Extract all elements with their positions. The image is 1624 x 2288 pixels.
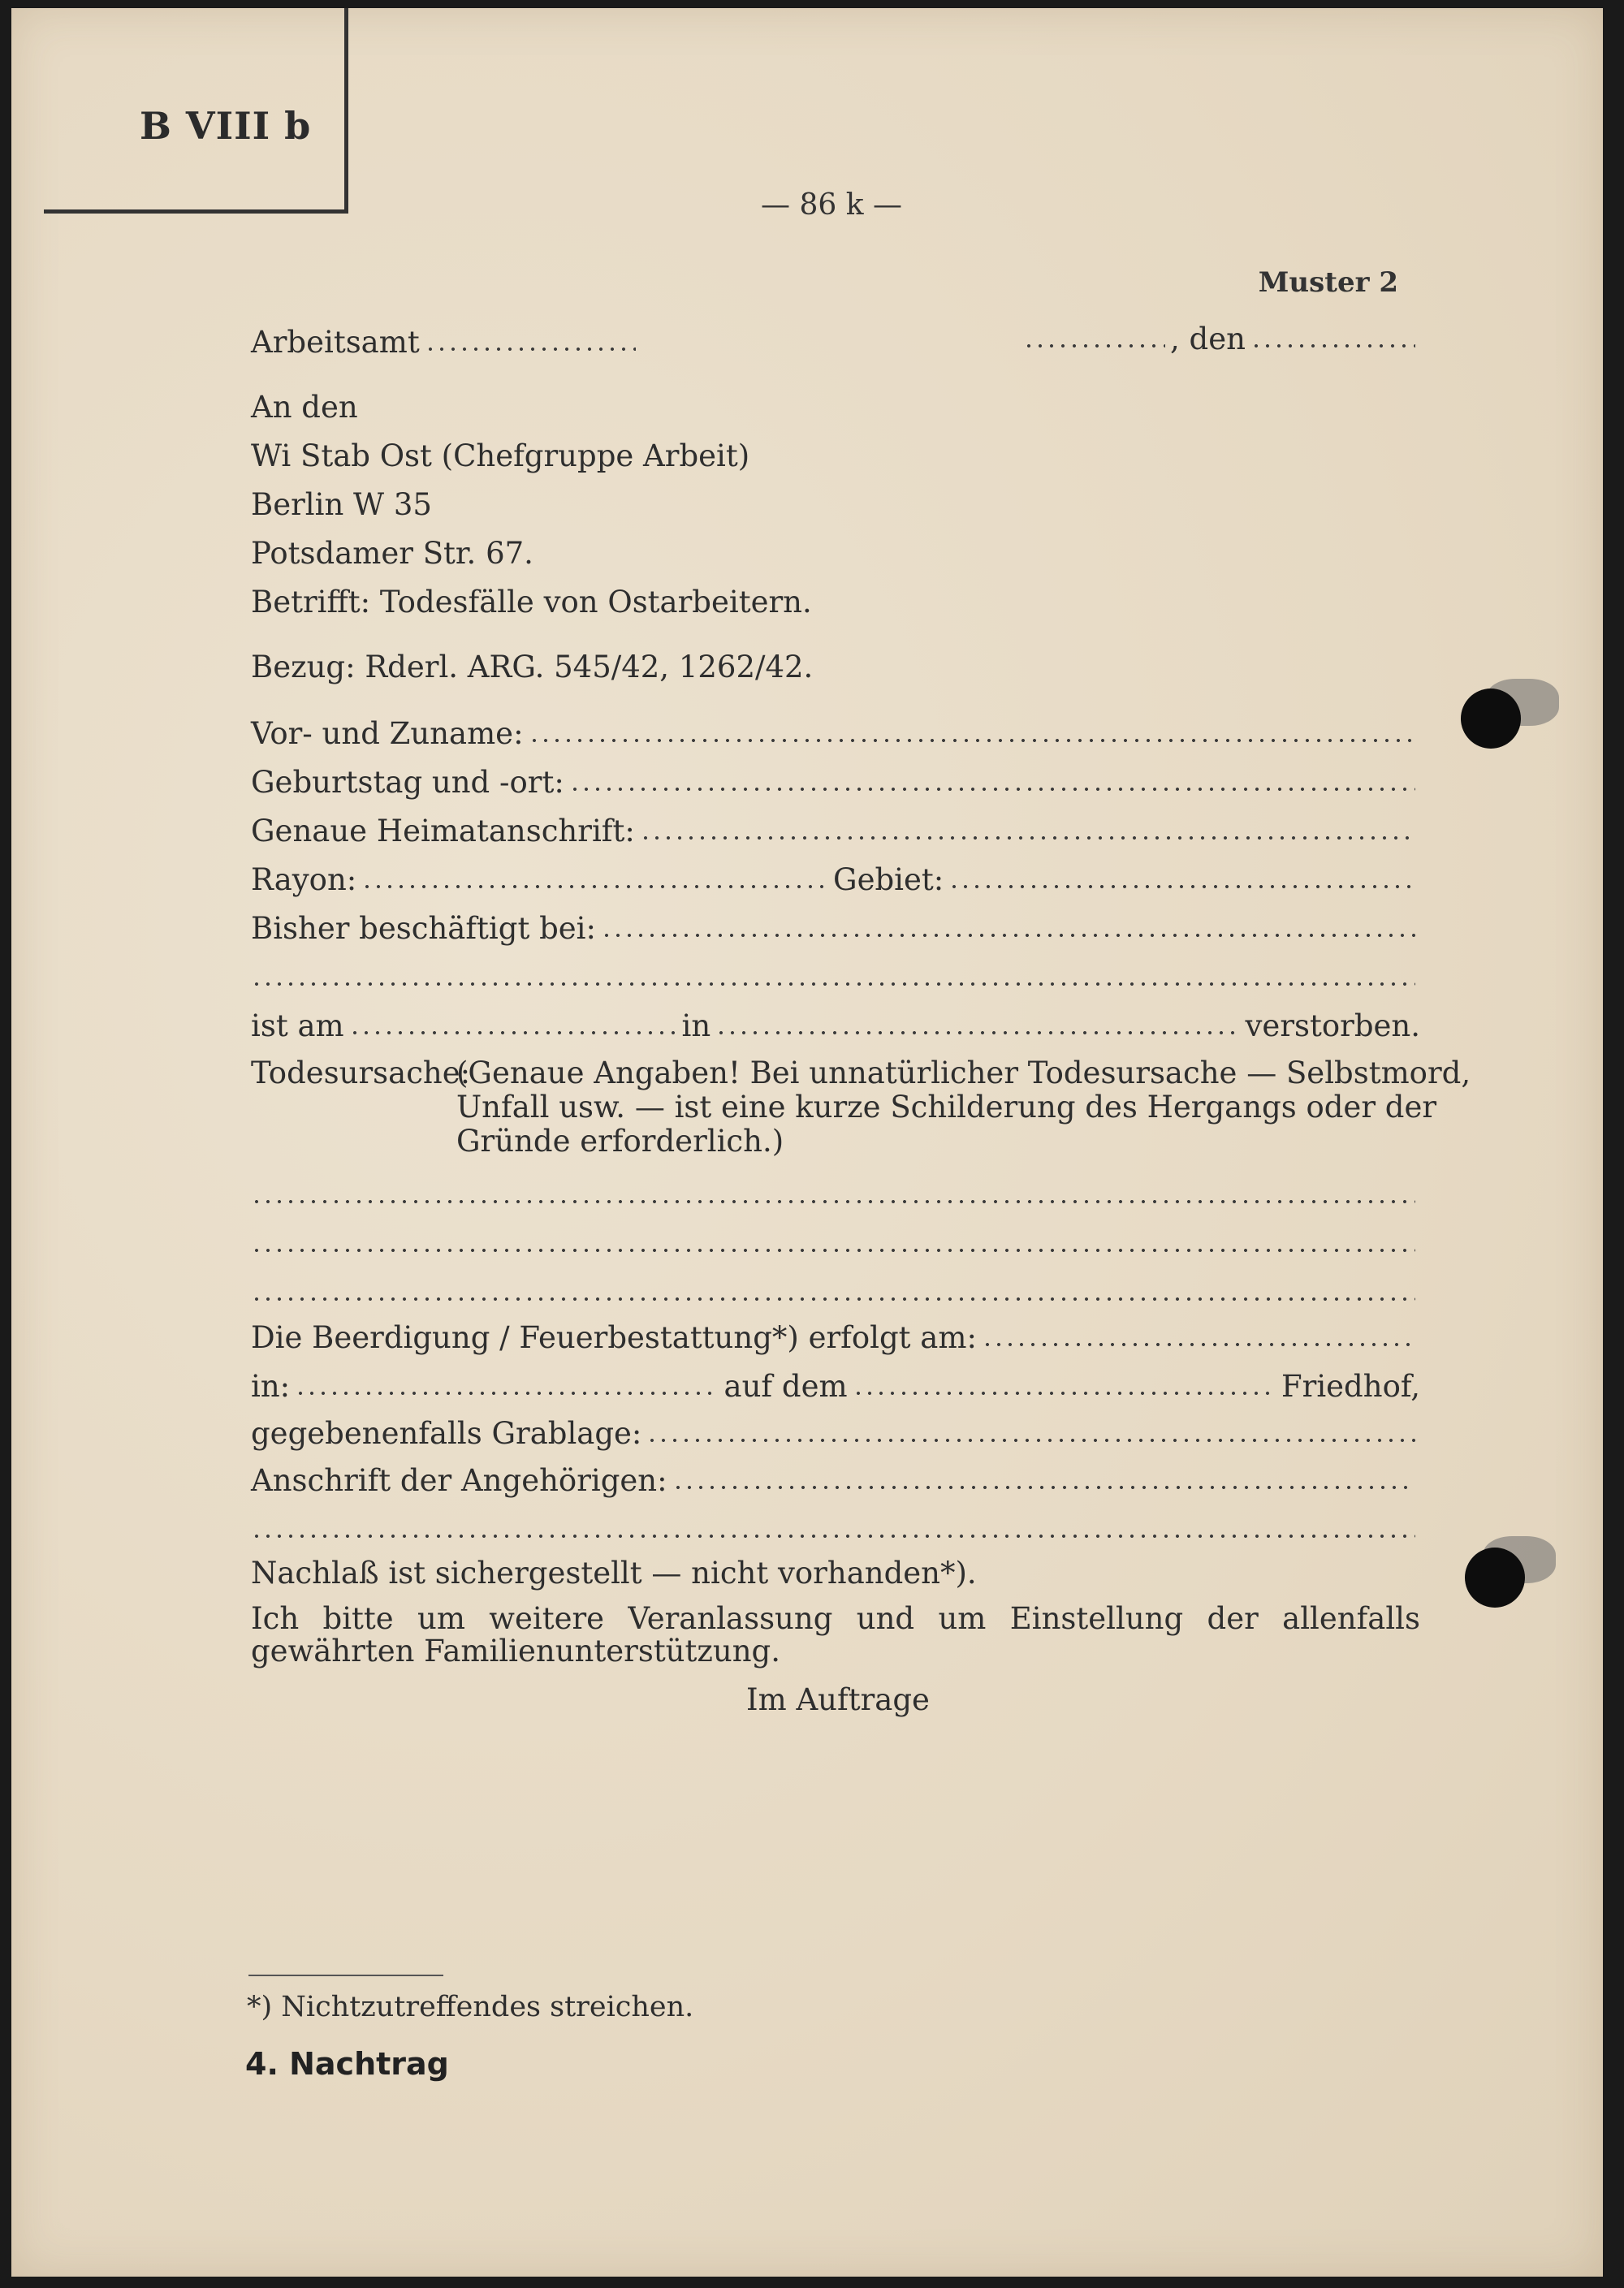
address-line-1: An den [251, 390, 358, 425]
punch-hole-bottom [1465, 1548, 1525, 1608]
birth-field[interactable] [569, 785, 1415, 793]
ist-am-label: ist am [251, 1008, 344, 1043]
relatives-label: Anschrift der Angehörigen: [251, 1463, 667, 1498]
relatives-continuation-line [251, 1512, 1420, 1548]
cause-field-1[interactable] [251, 1198, 1415, 1206]
relatives-line [251, 1463, 1420, 1499]
cause-field-2[interactable] [251, 1246, 1415, 1254]
home-address-label: Genaue Heimatanschrift: [251, 814, 635, 848]
footnote: *) Nichtzutreffendes streichen. [247, 1991, 694, 2023]
birth-label: Geburtstag und -ort: [251, 765, 564, 800]
address-line-3: Berlin W 35 [251, 487, 432, 522]
employer-field[interactable] [601, 931, 1415, 939]
verstorben-label: verstorben. [1245, 1008, 1420, 1043]
home-address-line [251, 814, 1420, 849]
burial-line [251, 1320, 1420, 1356]
cemetery-line [251, 1369, 1420, 1405]
nachtrag-label: 4. Nachtrag [245, 2046, 449, 2082]
place-field[interactable] [1023, 342, 1165, 350]
gebiet-field[interactable] [948, 883, 1415, 891]
estate-note: Nachlaß ist sichergestellt — nicht vorhanden*). [251, 1556, 977, 1591]
address-line-2: Wi Stab Ost (Chefgruppe Arbeit) [251, 438, 750, 473]
burial-date-field[interactable] [982, 1340, 1415, 1349]
in-colon-label: in: [251, 1369, 291, 1404]
request-paragraph: Ich bitte um weitere Veranlassung und um Einstellung der allenfalls gewährten Familienunterstützung. [251, 1601, 1420, 1669]
cause-line-2 [251, 1226, 1420, 1262]
date-line [1018, 322, 1420, 357]
stamp-box [44, 8, 348, 214]
muster-label: Muster 2 [1258, 266, 1398, 299]
auf-dem-label: auf dem [723, 1369, 848, 1404]
name-label: Vor- und Zuname: [251, 716, 524, 751]
in-label: in [681, 1008, 711, 1043]
employer-line [251, 911, 1420, 947]
employer-label: Bisher beschäftigt bei: [251, 911, 596, 946]
name-line [251, 716, 1420, 752]
form-page [11, 8, 1603, 2277]
den-label: , den [1170, 322, 1246, 356]
subject-bezug: Bezug: Rderl. ARG. 545/42, 1262/42. [251, 650, 814, 684]
cause-instructions-1: (Genaue Angaben! Bei unnatürlicher Todesursache — Selbstmord, [456, 1056, 1471, 1090]
grave-line [251, 1416, 1420, 1452]
cemetery-field[interactable] [853, 1389, 1276, 1397]
subject-betrifft: Betrifft: Todesfälle von Ostarbeitern. [251, 585, 812, 619]
home-address-field[interactable] [640, 834, 1415, 842]
death-place-field[interactable] [715, 1029, 1240, 1037]
cause-field-3[interactable] [251, 1295, 1415, 1303]
name-field[interactable] [529, 736, 1415, 745]
friedhof-label: Friedhof, [1281, 1369, 1420, 1404]
birth-line [251, 765, 1420, 801]
cause-line-1 [251, 1177, 1420, 1213]
rayon-line [251, 862, 1420, 898]
employer-field-2[interactable] [251, 980, 1415, 988]
stamp-code: B VIII b [140, 104, 312, 148]
relatives-field[interactable] [672, 1483, 1415, 1492]
arbeitsamt-line [251, 325, 641, 360]
arbeitsamt-label: Arbeitsamt [251, 325, 420, 360]
grave-label: gegebenenfalls Grablage: [251, 1416, 642, 1451]
cause-instructions-3: Gründe erforderlich.) [456, 1124, 784, 1159]
punch-hole-top [1461, 689, 1521, 749]
im-auftrage: Im Auftrage [746, 1682, 930, 1717]
rayon-field[interactable] [361, 883, 828, 891]
rayon-label: Rayon: [251, 862, 357, 897]
cause-instructions-2: Unfall usw. — ist eine kurze Schilderung des Hergangs oder der [456, 1090, 1437, 1125]
date-field[interactable] [1250, 342, 1415, 350]
grave-field[interactable] [646, 1436, 1415, 1444]
page-number: — 86 k — [761, 188, 902, 222]
cause-line-3 [251, 1275, 1420, 1310]
burial-place-field[interactable] [295, 1389, 719, 1397]
death-line [251, 1008, 1420, 1044]
employer-continuation-line [251, 960, 1420, 995]
burial-label: Die Beerdigung / Feuerbestattung*) erfolgt am: [251, 1320, 977, 1355]
footnote-rule [248, 1975, 443, 1976]
arbeitsamt-field[interactable] [425, 345, 636, 353]
gebiet-label: Gebiet: [833, 862, 944, 897]
relatives-field-2[interactable] [251, 1532, 1415, 1540]
cause-label: Todesursache: [251, 1056, 471, 1090]
address-line-4: Potsdamer Str. 67. [251, 536, 533, 571]
death-date-field[interactable] [349, 1029, 677, 1037]
